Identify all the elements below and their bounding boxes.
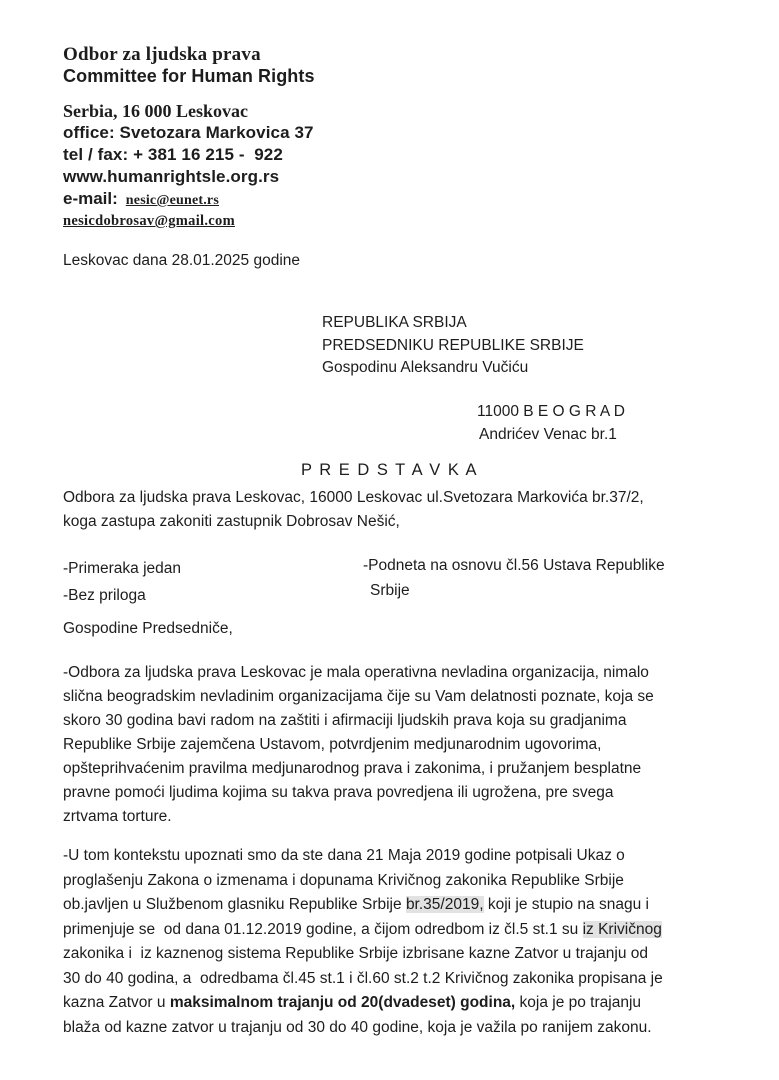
- org-name-english: Committee for Human Rights: [63, 66, 315, 86]
- text-line: koga zastupa zakoniti zastupnik Dobrosav Nešić,: [63, 513, 400, 530]
- text-line: [63, 918, 663, 943]
- text-line: [63, 991, 663, 1016]
- org-website: www.humanrightsle.org.rs: [63, 167, 280, 186]
- text-line: zrtvama torture.: [63, 808, 172, 825]
- text-segment: -U tom kontekstu upoznati smo da ste dana 21 Maja 2019 godine potpisali Ukaz o: [63, 847, 625, 864]
- highlighted-text: iz Krivičnog: [582, 920, 662, 938]
- meta-right-column: [363, 553, 665, 603]
- highlighted-text: br.35/2019,: [405, 896, 484, 913]
- text-line: slična beogradskim nevladinim organizacijama čije su Vam delatnosti poznate, koja se: [63, 688, 654, 705]
- text-line: Republike Srbije zajemčena Ustavom, potvrdjenim medjunarodnim ugovorima,: [63, 736, 602, 753]
- text-line: [63, 893, 663, 918]
- date-line: Leskovac dana 28.01.2025 godine: [63, 252, 301, 269]
- text-line: skoro 30 godina bavi radom na zaštiti i afirmaciji ljudskih prava koja su gradjanima: [63, 712, 627, 729]
- text-line: -Odbora za ljudska prava Leskovac je mala operativna nevladina organizacija, nimalo: [63, 664, 649, 681]
- email-label: e-mail:: [63, 189, 118, 208]
- text-line: [63, 967, 663, 992]
- email-row: [63, 189, 315, 209]
- document-title: P R E D S T A V K A: [300, 461, 479, 479]
- text-line: opšteprihvaćenim pravilma medjunarodnog prava i zakonima, i pružanjem besplatne: [63, 760, 642, 777]
- text-line: [63, 869, 663, 894]
- text-segment: ob.javljen u Službenom glasniku Republike Srbije: [63, 896, 406, 913]
- text-line: [63, 942, 663, 967]
- text-line: -Podneta na osnovu čl.56 Ustava Republike: [363, 557, 665, 574]
- org-address: Serbia, 16 000 Leskovac: [63, 101, 249, 121]
- email-secondary: nesicdobrosav@gmail.com: [63, 213, 235, 229]
- text-line: Andrićev Venac br.1: [479, 426, 617, 443]
- submitter-block: [63, 486, 644, 534]
- text-line: -Bez priloga: [63, 587, 146, 604]
- letterhead: [63, 44, 315, 230]
- text-segment: blaža od kazne zatvor u trajanju od 30 do 40 godine, koja je važila po ranijem zakonu.: [63, 1018, 652, 1036]
- text-line: PREDSEDNIKU REPUBLIKE SRBIJE: [322, 336, 584, 354]
- org-name-serbian: Odbor za ljudska prava: [63, 44, 261, 65]
- text-line: REPUBLIKA SRBIJA: [322, 314, 467, 331]
- meta-left-column: [63, 555, 181, 609]
- org-telephone: tel / fax: + 381 16 215 - 922: [63, 145, 283, 164]
- salutation: Gospodine Predsedniče,: [63, 620, 233, 637]
- text-line: 11000 B E O G R A D: [477, 403, 625, 420]
- text-segment: zakonika i iz kaznenog sistema Republike Srbije izbrisane kazne Zatvor u trajanju od: [63, 945, 648, 962]
- text-line: pravne pomoći ljudima kojima su takva prava povredjena ili ugrožena, pre svega: [63, 784, 614, 801]
- text-line: Srbije: [370, 582, 410, 599]
- paragraph-law-context: [63, 844, 663, 1040]
- addressee-block: [322, 312, 584, 380]
- text-segment: proglašenju Zakona o izmenama i dopunama Krivičnog zakonika Republike Srbije: [63, 871, 624, 889]
- text-line: [63, 844, 663, 869]
- text-segment: primenjuje se od dana 01.12.2019 godine, a čijom odredbom iz čl.5 st.1 su: [63, 920, 583, 938]
- text-line: Odbora za ljudska prava Leskovac, 16000 Leskovac ul.Svetozara Markovića br.37/2,: [63, 489, 644, 506]
- text-line: Gospodinu Aleksandru Vučiću: [322, 359, 529, 376]
- addressee-city-block: [477, 400, 625, 446]
- text-line: [63, 1016, 663, 1041]
- emphasized-text: maksimalnom trajanju od 20(dvadeset) godina,: [169, 994, 516, 1011]
- paragraph-intro-organization: [63, 661, 654, 829]
- text-segment: 30 do 40 godina, a odredbama čl.45 st.1 i čl.60 st.2 t.2 Krivičnog zakonika propisana je: [63, 969, 663, 987]
- text-segment: kazna Zatvor u: [63, 994, 170, 1011]
- text-segment: koja je po trajanju: [515, 994, 642, 1011]
- email-primary: nesic@eunet.rs: [125, 193, 219, 208]
- text-line: -Primeraka jedan: [63, 560, 182, 577]
- text-segment: koji je stupio na snagu i: [483, 896, 649, 913]
- org-office-address: office: Svetozara Markovica 37: [63, 123, 314, 142]
